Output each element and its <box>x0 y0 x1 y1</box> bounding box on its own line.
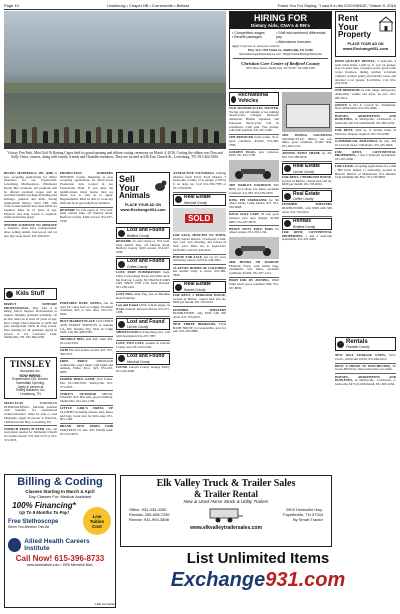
listing: HIGH QUALITY RENTAL, 3 bedroom, 2 bath, brick home, 1,600 sq. ft. w/2 car garage, stay on quiet lane, screened porch, great room w/gas fireplace, dining, kitchen w/custom cabinets, walk-in pantry and laundry room, and attached 2-car garage. $1,250/mo. Call 931-224-3530. <box>335 60 396 86</box>
listing: ONE BEDROOM for rent, range, refrigerator, dishwasher, washer and dryer, no pets. 931-685-3014. <box>335 88 396 100</box>
tinsley-line: Lewisburg, TN <box>20 392 41 397</box>
house-icon <box>175 284 182 291</box>
rent-house-title: RENT A HOUSE IN WINCHESTER, <box>335 363 391 368</box>
hiring-bullet: • Competitive wages <box>232 31 265 35</box>
house-icon <box>379 16 393 32</box>
billing-coding-ad <box>4 474 116 608</box>
direct-support-text: New Life 4 Is hiring. Direct Support Professionals to support multiple positions available, 1st & 2nd. Must be at least 18 years of age, have a high school diploma or GED and pass background check & drug screen. Paid training for all positions. Apply in person to 115 Crestview Lane, Shelbyville, TN. 931-684-4790. <box>4 305 57 340</box>
rent-web: www.Exchange931.com <box>342 45 389 51</box>
paw-icon <box>118 230 125 237</box>
house-icon <box>175 196 182 203</box>
hiring-logo-address: 835 Union Street, Shelbyville, TN 37160 • 931.680.2300 <box>246 66 315 71</box>
billing-phone: Call Now! 615-396-8733 <box>15 554 105 563</box>
hiring-bullet: • Attendance bonuses <box>276 39 311 44</box>
rentals-header-2: Rentals Bedford County <box>282 218 332 230</box>
listing: OFFICE at 611 E. Carroll St., Tullahoma. Near McDonalds. 931-455-6666. <box>335 102 396 111</box>
paw-icon <box>118 321 125 328</box>
elk-address: 2903 Huntsville Hwy. <box>285 507 323 512</box>
rentals-icon <box>337 341 344 348</box>
real-estate-header: Real Estate Lincoln County <box>282 163 332 175</box>
rent-title-2: Your <box>338 21 358 32</box>
direct-support-ad <box>4 303 57 355</box>
sell-web: www.Exchange931.com <box>120 206 166 212</box>
tinsley-sub: BAKERIES INC. <box>20 369 41 373</box>
ahci-logo-icon <box>8 538 21 552</box>
hiring-bullet: • Shift and weekend differential pay <box>276 31 326 40</box>
tinsley-logo: TINSLEY <box>9 359 52 369</box>
elk-phone: Office: 931-433-4250 <box>129 507 167 512</box>
billing-classes: Classes Starting In March & April <box>25 489 95 494</box>
elk-valley-ad <box>120 475 332 547</box>
motorcycle-photo-2 <box>229 237 279 259</box>
page-number: Page 10 <box>4 3 19 8</box>
hiring-logo-text: Christian Care Center of Bedford County <box>241 61 320 67</box>
selectcat-title: SELECTCAT <box>4 402 24 405</box>
billing-pay: Up To 9 Months To Pay! <box>19 510 69 515</box>
trailer-icon <box>208 507 244 523</box>
list-unlimited-ad <box>120 550 396 608</box>
storage-column: NEW SELF STORAGE UNITS, 5x10, 10x10, 10x20 and 10x30. 931-684-2012. RENT A HOUSE IN WINCHESTER, Tri Green Hill Drive, three bedrooms, two baths. HOUSES, APARTMENTS AND DUPLEXES, in Shelbyville, 1-bedroom, 2-bedrooms, $475-$1,000/month. 931-695-2234. <box>335 354 396 386</box>
listing: FOR RENT, CONTINENTAL PROPERTIES, 1 and 2 bedroom apartments. 931-455-4060. <box>335 149 396 162</box>
tinsley-line: Immediate Opening. <box>16 380 45 385</box>
listing: NEEDED SOMEONE TO OPERATE a business, must have transportation. Also, selling rentals, fuel-wood, and we also buy scrap metal. 931-293-0101. <box>4 222 57 238</box>
rent-house-text: Tri Green Hill Drive, three bedrooms, two baths. <box>335 363 396 372</box>
production-title: PRODUCTION WORKERS <box>60 172 113 175</box>
paw-icon <box>118 355 125 362</box>
paper-towns: Lewisburg • Chapel Hill • Cornersville • Belfast <box>107 3 189 8</box>
lost-found-header: Lost and Found Coffee County <box>116 258 170 270</box>
real-estate-column: ATTRACTIVE VICTORIAN, walking distance from Every Food Market, 3 bedrooms, 2 baths, 2 car garage, 2,100 sq ft on large lot. Call 931-359-7788 or 931-359-0005. Real Estate Marshall County SOLD FOR SALE, MINUTES TO TOWN, Unity School District, 3 bedroom, 2 bath, new roof, new flooring, and fenced in back yard. Must see to appreciate! $145,000. Call 931-446-6161. HOUSE FOR SALE, sits on 3.5 acres with many extras. Call 931-246-3001. CLAYTON HOMES OF COLUMBIA has models ready to move. 931-388-5890. Real Estate Warren County FOR RENT, 2 BEDROOM HOUSE, located in Belfast, central heat and air, $600 per month. 931-703-0012. FINISHED SHELTERS DOUBLEWIDE, only $599 with $50 down. 931-703-6012. NEW THREE BEDROOM, TWO BATH HOUSE in Cornersville, now for rent. 931-293-8888. <box>173 172 226 334</box>
rentals-sub: Franklin County <box>346 345 370 349</box>
tinsley-ad <box>4 357 57 399</box>
tinsley-line: Tinsley Bakeries, Inc. <box>15 388 46 393</box>
real-estate-header: Real Estate Coffee County <box>282 190 332 202</box>
elk-phone: Ronnie: 931-993-3898 <box>129 517 169 522</box>
kids-title: Kids Stuff <box>16 291 45 297</box>
baby-items-column: PORTABLE BABY SWING, can be used for a new born or toddler. Excellent condition, $25 or best offer. 931-272-9364. BUSY MARKET-PLACE COS CHILD AND FAMILY SERVICES is seeking CA, RN, Respite Day, Host & Camp Staff. Call 931-488-5585. TRUNDLE BED, kids $45, adult $55. 931-619-5455. CRIB $30 and double stroller $25. 931-308-5555. FREE PRICE DINOSAUR walker/rider, plays music with lights and animals, Fisher Price. $25. 931-223-9085. FISHER PRICE GAME Trail Frame. $20. 931-308-5555. Shelbyville. 931-273-2025. CHILD'S OUTDOOR METAL WAGON, $25. Has rails, good condition. Shelbyville. 931-224-1188. LITTLE GIRL'S DRESS UP CLOTHES including dresses, hats, shoes and bags. Great deal for little ones. 931-801-1196. BRAND NEW SERTA CRIB MATTRESS for sale. $35. Hardly used. 931-233-9875. <box>60 302 113 436</box>
tinsley-line: Experienced CDL Drivers. <box>12 377 49 381</box>
house-icon <box>284 193 291 200</box>
rent-property-ad <box>335 11 396 57</box>
hiring-apply: Apply in person or send your resume: <box>232 44 281 49</box>
kids-stuff-header <box>4 288 57 300</box>
rentals-header <box>335 337 396 351</box>
billing-financing: 100% Financing* <box>12 501 76 510</box>
list-unlimited-title: List Unlimited Items <box>186 550 330 567</box>
elk-address: Fayetteville, TN 37334 <box>283 512 323 517</box>
elk-web: www.elkvalleytrailersales.com <box>190 525 262 531</box>
lost-found-header: Lost and Found Bedford County <box>116 227 170 239</box>
motorcycle-photo <box>229 160 279 182</box>
selectcat-text: FORESMAN INTERNATIONAL, full-time position with benefits, for experienced welder/fabricator. Must be able to read blueprints. Apply in person at Selectcat, 1300 Knoxville Hwy, Lewisburg TN. <box>4 402 57 424</box>
sold-sign-image: SOLD <box>173 208 226 232</box>
page-header <box>4 2 396 10</box>
page-slogan: Thank You For Saying, “I saw it in the EXCHANGE,” March 9, 2016 <box>277 3 396 8</box>
hiring-address: Hwy 31A • 835 Union St., Shelbyville, TN 37160 <box>248 47 313 52</box>
grand-opening-photo <box>4 11 226 149</box>
low-tuition-badge: Low Tuition Cost <box>83 507 111 535</box>
key-icon <box>284 220 291 227</box>
listing: COMMERCIAL BUILDINGS for rent, 404 W. Lincoln Street, Tullahoma. 931-455-6666. <box>335 138 396 147</box>
listing: HOUSES, APARTMENTS AND DUPLEXES, in Shelbyville, 1-bedroom, 2-bedrooms, $475-$1,000/month. 931-695-2234. <box>335 113 396 125</box>
left-column <box>4 172 57 286</box>
elk-address: By Smart Tractor <box>292 517 323 522</box>
listing: FOR RENT, 1600 sq. ft. mobile home in Wartrace. Deposit required. 931-703-2080. <box>335 128 396 136</box>
sell-title-1: Sell <box>119 174 136 184</box>
sell-animals-ad <box>116 172 170 224</box>
footer-note: COE Accredited <box>94 602 116 606</box>
storage-text: 5x10, 10x10, 10x20 and 10x30. 931-684-2012. <box>335 354 396 361</box>
billing-mention: When You Mention This Ad <box>8 525 49 529</box>
rent-title-1: Rent <box>338 13 358 23</box>
rv-photo <box>282 92 332 132</box>
rentals-column <box>335 60 396 334</box>
tinsley-line: Apply in person at <box>17 384 44 389</box>
elk-phone: Rentals: 256-508-7250 <box>129 512 170 517</box>
direct-support-title: DIRECT SUPPORT PROFESSIONAL. <box>4 303 57 310</box>
lost-found-header: Lost and Found Marshall County <box>116 353 170 365</box>
recreational-header: Recreational Vehicles <box>229 92 279 106</box>
listing: FOR LEASE, accepting applications for a 600 - 800 brick duplex (1 bedroom), located in Historic District of Manchester, five minutes from McMinnville Hwy. 931-728-8805. <box>335 164 396 180</box>
hiring-title: HIRING FOR <box>230 12 331 23</box>
exchange-logo: Exchange931.com <box>170 569 346 591</box>
billing-web: www.ahcinstitute.com • 1905 Memorial Blvd. <box>26 563 94 567</box>
lost-found-column: Lost and Found Bedford County REWARD! for safe return of 15% wolf, male named Jake, off Duncan Road, Bedford County. $100 reward. 931-627-0198. Lost and Found Coffee County LOST, PART POMERANIAN male, 10lbs, red (orange) brown and white neck, has flair tag. Loudly. NO HASSLE KIDS CRY SINCE FEB 17th. $100 Reward. 931-238-1410. LOST DOG, male Pug, lost on Hawkins Road Saturday. Lost and Found LOST, female puppy on Bashford Road. Reward offered. 931-277-1088. Lost and Found Lincoln County SHEEP FOUND in Fosterburg area. Call with description 931-207-7087. LOST, TWO CATS, Seekins in Lincoln County area. 931-433-0192. Lost and Found Marshall County FOUND Lincoln County Orange Tabby, 931-320-4460. <box>116 227 170 373</box>
church-text: who can read music needed for Methodist Church in Collins Church. 931-293-5125 or 931-315-3033. <box>4 426 57 442</box>
hiring-ad <box>229 11 332 89</box>
reward-text: for safe return of 15% wolf, male named Jake, off Duncan Road, Bedford County. $100 reward. 931-627-0198. <box>60 207 113 223</box>
church-title: CHURCH PIANO PLAYER <box>4 426 45 431</box>
photo-caption: Victory Pon Park, Mini Golf & Batting Cages held its grand opening and ribbon cutting ceremony on March 4, 2016. Cutting the ribbon was Don and Sally Vieira, owners, along with family, friends and Chamber members. They are located at 636 East Church St., Lewisburg, TN. 931-422-5456. <box>7 151 223 160</box>
dog-icon <box>153 179 167 193</box>
sell-title-3: Animals <box>119 191 151 200</box>
kids-icon <box>6 291 13 298</box>
reward-title: REWARD! <box>60 207 76 212</box>
sell-place-ad: PLACE YOUR AD ON <box>125 202 161 207</box>
sell-title-2: Your <box>119 182 139 193</box>
hiring-bullet: • Benefit packages <box>232 35 262 40</box>
house-icon <box>284 165 291 172</box>
real-estate-header: Real Estate Warren County <box>173 281 226 293</box>
billing-title: Billing & Coding <box>17 476 103 488</box>
elk-subtitle: & Trailer Rental <box>194 489 258 499</box>
rent-title-3: Property <box>338 30 371 39</box>
recreational-column: Recreational Vehicles OLD MOTORCYCLES WANTED. We buy any old running or not running motorcycles. Chopper Restored. American, British, Japanese, and European motorcycles will be considered. Cash paid. Free pickup. Call John anytime. 931-307-5440. 1995 PROWLER travel trailer, 32 ft, good condition. $5,000. 931-409-7089. GOLDEN EGGS, new batteries, $200. 931-202-7700. 2007 HARLEY DAVIDSON FAT BOY, cool, silver, low miles, excellent condition, $11,000. 931-639-0050. KING PIN STABILIZER for 5th wheel trailer, Camp Master. $75. 931-239-0098. EZGO GOLF CART, 36 volt, great batteries, new tires, charger, $1,800 OBO. 931-607-8076. HEAVY DUTY POLE PADS for wheel camper. 931-359-1134. 2006 HONDA 750 SHADOW Phantom, black, with saddle bags, windshield, low miles, excellent condition, $5,000. 931-637-1212. HIGH FOR RV AWNING, Whirl Wind sized, good condition. $80. 931-637-8030. <box>229 92 279 290</box>
hiring-web: christianheritagerehabhealthcare.com • HR@ChristianHeritageShelbyville <box>238 52 323 56</box>
production-text: NEEDED! Cosmo Industries is now accepting applications for Entry-Level Production Jobs located in our Fayetteville Plant. If you meet the qualifications listed below, then we invite you to visit us to apply. Requirements: Must be able to work any shift and be in good physical condition. <box>60 174 113 205</box>
elk-title: Elk Valley Truck & Trailer Sales <box>156 478 296 489</box>
hiring-subtitle: Dietary Aids, CNA's & RN's <box>230 23 331 29</box>
lost-found-header: Lost and Found Lincoln County <box>116 318 170 330</box>
paw-icon <box>118 261 125 268</box>
real-estate-header: Real Estate Marshall County <box>173 194 226 206</box>
billing-stethoscope: Free Stethoscope <box>8 519 59 525</box>
storage-title: NEW SELF STORAGE UNITS, <box>335 354 386 357</box>
ahci-name: Allied Health Careers Institute <box>24 538 90 552</box>
left-column-2 <box>4 402 57 472</box>
listing: IRVING MATERIALS, INC (IMI) is now accepting applications for Mixer Operators for our Fayetteville, Lewisburg, Murfreesboro, Winchester Ready Mix locations. All positions will be offered excellent wages and an excellent benefits package including paid holidays, pension and 401k. Strong employment history, valid CDL with Class A endorsement and clean MVR are required. Must be 21 years of age. Physical and drug screen is required. Some restrictions apply. <box>4 172 57 220</box>
column-six: 2002 HONDA GOLDWING MOTORCYCLE, 1800cc, red, low miles, good condition, $7,000 firm. 931-629-1154. AWNING PATIO SHADE for RV, $25. 931-388-0056. Real Estate Lincoln County FOR RENT, 2 BEDROOM HOUSE, located in Belfast, central heat and air, $600 per month. 931-703-0012. Real Estate Coffee County FINISHED SHELTERS DOUBLEWIDE, only $599 with $50 down. 931-703-6012. Rentals Bedford County FOR RENT, CONTINENTAL PROPERTIES, 1 and 2 bedroom apartments. 931-455-4060. <box>282 92 332 472</box>
car-icon <box>231 96 236 103</box>
production-column <box>60 172 113 300</box>
billing-day: Day Classes For: Medical Assistant <box>28 494 92 499</box>
rentals-title: Rentals <box>346 339 368 345</box>
tinsley-line: NOW HIRING. <box>19 374 42 378</box>
elk-tagline: New & Used Horse Stock & Utility Trailers <box>183 499 269 504</box>
rent-place-ad: PLACE YOUR AD ON <box>347 41 384 46</box>
